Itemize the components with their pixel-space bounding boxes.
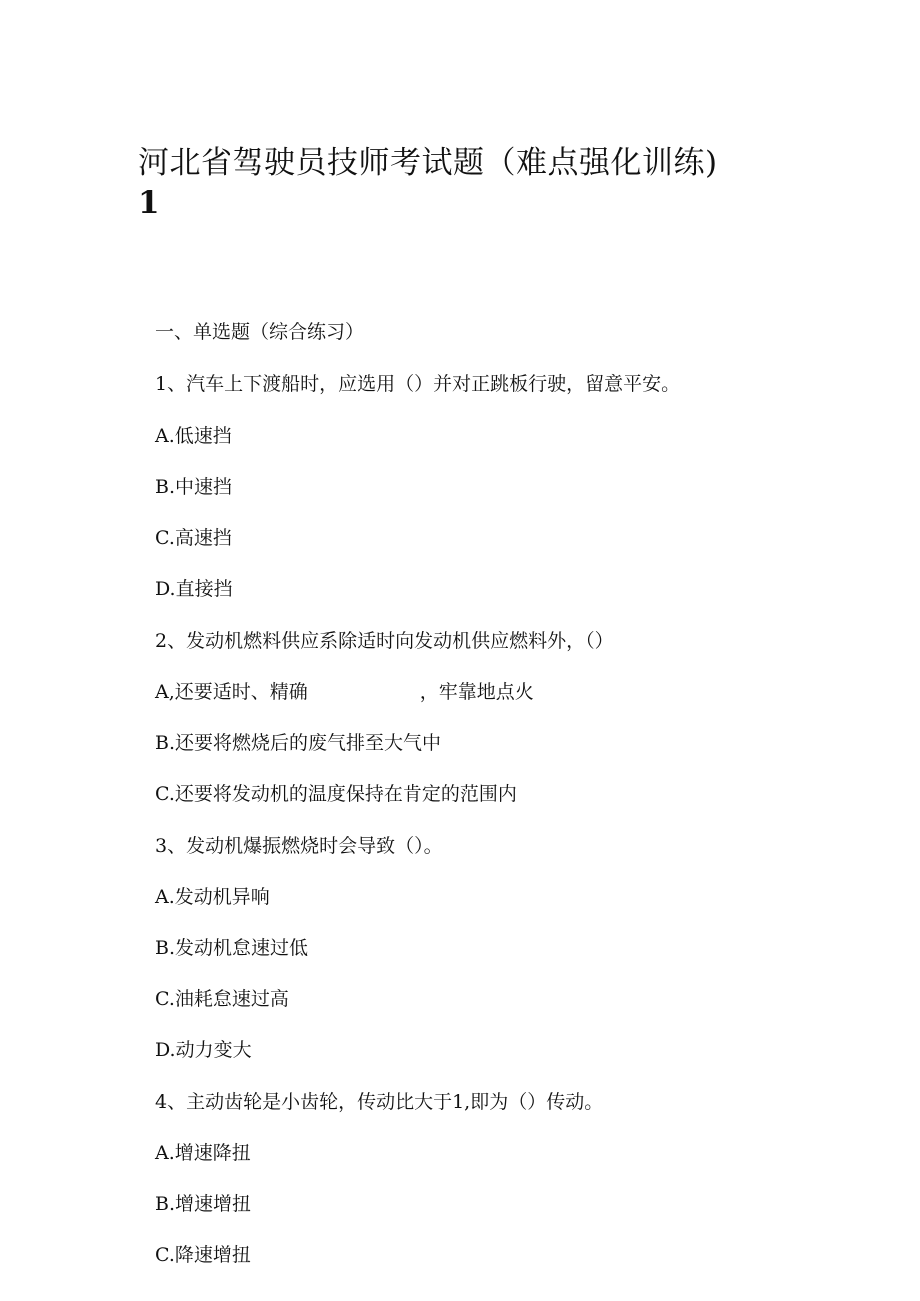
- title-number: 1: [138, 185, 161, 221]
- question-1-option-d: D.直接挡: [155, 578, 233, 600]
- question-1-option-a: A.低速挡: [155, 425, 232, 447]
- question-2-option-a-part2: ，牢靠地点火: [419, 681, 534, 703]
- question-4-option-c: C.降速增扭: [155, 1244, 251, 1266]
- question-1-stem: 1、汽车上下渡船时，应选用（）并对正跳板行驶，留意平安。: [155, 373, 681, 395]
- question-3-option-d: D.动力变大: [155, 1039, 252, 1061]
- question-4-option-a: A.增速降扭: [155, 1142, 251, 1164]
- question-3-option-a: A.发动机异响: [155, 886, 270, 908]
- question-2-option-c: C.还要将发动机的温度保持在肯定的范围内: [155, 783, 517, 805]
- question-3-stem: 3、发动机爆振燃烧时会导致（）。: [155, 835, 443, 857]
- question-2-stem: 2、发动机燃料供应系除适时向发动机供应燃料外，（）: [155, 630, 614, 652]
- section-heading: 一、单选题（综合练习）: [155, 321, 365, 343]
- title-text: 河北省驾驶员技师考试题（难点强化训练): [138, 145, 718, 181]
- question-2-option-b: B.还要将燃烧后的废气排至大气中: [155, 732, 442, 754]
- question-2-option-a: [155, 680, 534, 704]
- question-4-stem: 4、主动齿轮是小齿轮，传动比大于1,即为（）传动。: [155, 1091, 604, 1113]
- document-title: [138, 143, 838, 223]
- question-4-option-b: B.增速增扭: [155, 1193, 252, 1215]
- question-1-option-c: C.高速挡: [155, 527, 232, 549]
- question-1-option-b: B.中速挡: [155, 476, 233, 498]
- question-3-option-b: B.发动机怠速过低: [155, 937, 309, 959]
- question-3-option-c: C.油耗怠速过高: [155, 988, 289, 1010]
- question-2-option-a-part1: A,还要适时、精确: [155, 681, 308, 703]
